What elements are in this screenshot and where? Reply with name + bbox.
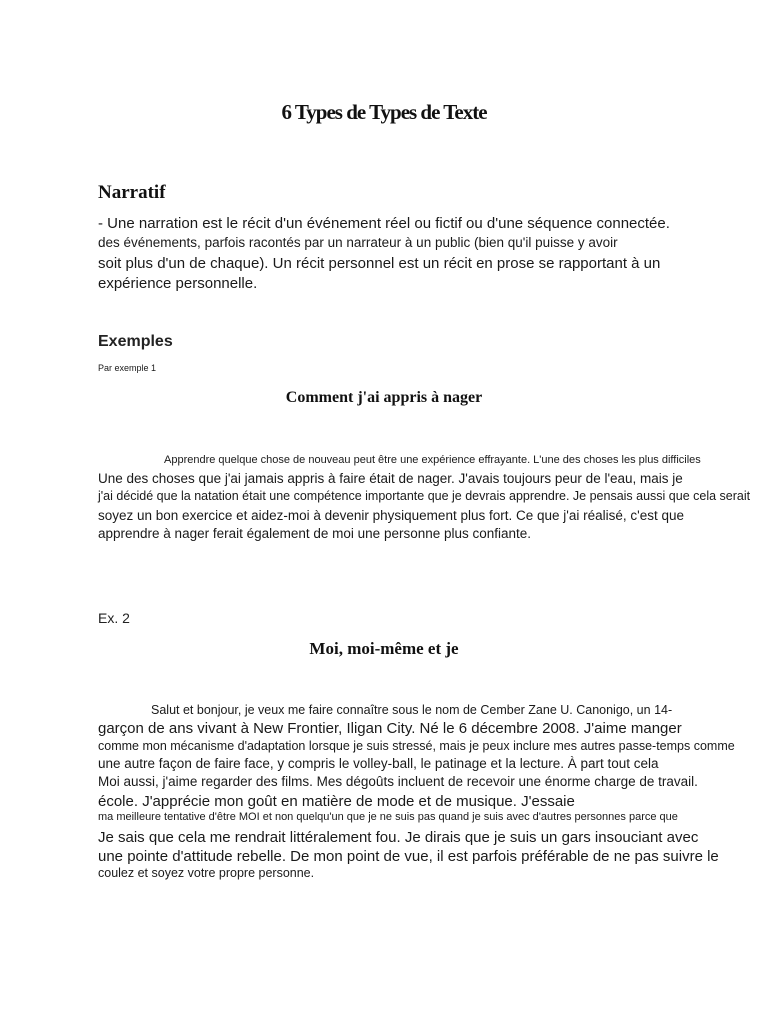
example2-line: comme mon mécanisme d'adaptation lorsque je suis stressé, mais je peux inclure mes autres passe-temps comme [98, 739, 735, 753]
example2-line: école. J'apprécie mon goût en matière de mode et de musique. J'essaie [98, 793, 575, 810]
example1-line: apprendre à nager ferait également de moi une personne plus confiante. [98, 526, 532, 541]
examples-heading: Exemples [98, 333, 173, 350]
document-title: 6 Types de Types de Texte [281, 100, 487, 124]
definition-line: soit plus d'un de chaque). Un récit personnel est un récit en prose se rapportant à un [98, 255, 661, 272]
example1-label: Par exemple 1 [98, 363, 157, 373]
example2-line: Je sais que cela me rendrait littéralement fou. Je dirais que je suis un gars insouciant avec [98, 829, 699, 846]
section-heading-narratif: Narratif [98, 182, 166, 203]
definition-line: des événements, parfois racontés par un narrateur à un public (bien qu'il puisse y avoir [98, 235, 618, 250]
example1-title: Comment j'ai appris à nager [285, 389, 483, 406]
example2-line: garçon de ans vivant à New Frontier, Iligan City. Né le 6 décembre 2008. J'aime manger [98, 720, 682, 737]
example2-line: coulez et soyez votre propre personne. [98, 866, 315, 880]
example1-line: j'ai décidé que la natation était une compétence importante que je devrais apprendre. Je pensais aussi que cela serait [98, 489, 751, 503]
example1-line: soyez un bon exercice et aidez-moi à devenir physiquement plus fort. Ce que j'ai réalisé, c'est que [98, 508, 684, 523]
example2-title: Moi, moi-même et je [309, 639, 459, 658]
definition-line: - Une narration est le récit d'un événement réel ou fictif ou d'une séquence connectée. [98, 215, 670, 232]
example2-label: Ex. 2 [98, 610, 130, 626]
example2-line: une pointe d'attitude rebelle. De mon point de vue, il est parfois préférable de ne pas suivre le [98, 848, 719, 865]
example1-line: Une des choses que j'ai jamais appris à faire était de nager. J'avais toujours peur de l'eau, mais je [98, 471, 683, 486]
example2-line: ma meilleure tentative d'être MOI et non quelqu'un que je ne suis pas quand je suis avec d'autres personnes parce que [98, 811, 678, 823]
example2-line: une autre façon de faire face, y compris le volley-ball, le patinage et la lecture. À part tout cela [98, 756, 659, 771]
example2-line: Moi aussi, j'aime regarder des films. Mes dégoûts incluent de recevoir une énorme charge de travail. [98, 774, 698, 789]
example2-line: Salut et bonjour, je veux me faire connaître sous le nom de Cember Zane U. Canonigo, un 14- [151, 703, 673, 717]
example1-line: Apprendre quelque chose de nouveau peut être une expérience effrayante. L'une des choses les plus difficiles [164, 454, 701, 466]
definition-line: expérience personnelle. [98, 275, 258, 292]
